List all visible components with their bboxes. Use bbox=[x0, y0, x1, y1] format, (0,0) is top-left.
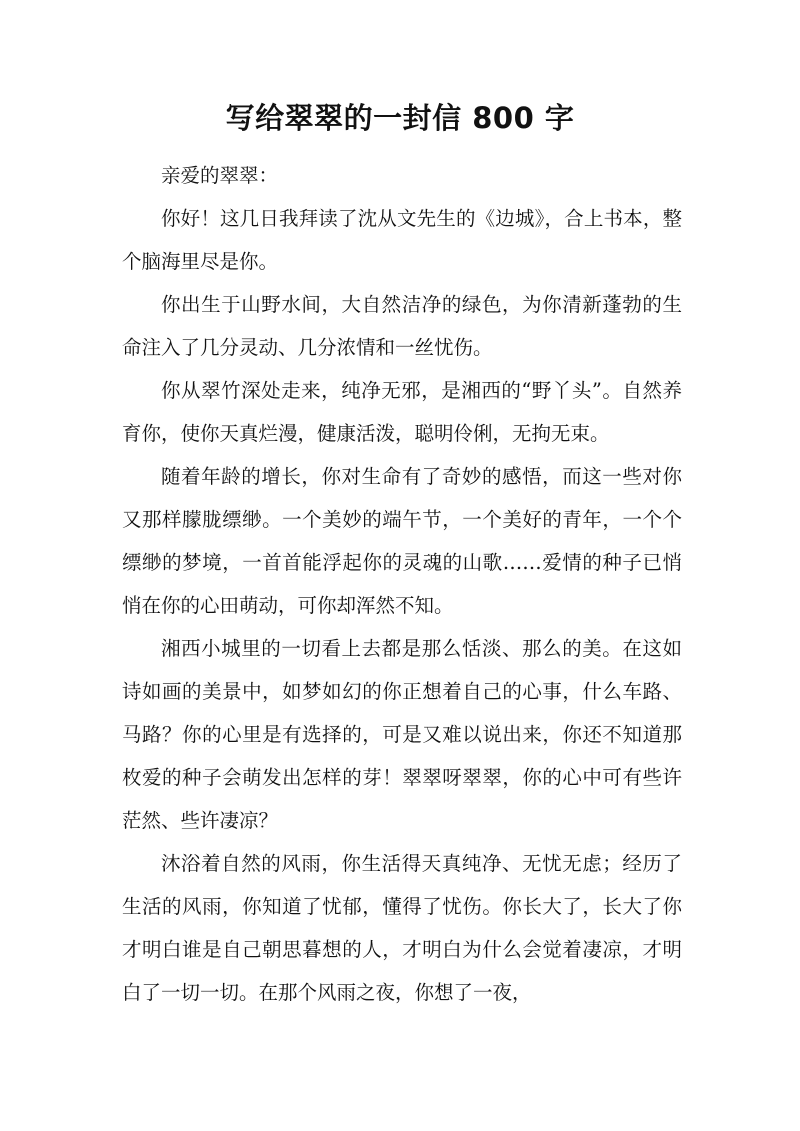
letter-salutation: 亲爱的翠翠： bbox=[161, 164, 279, 187]
paragraph: 湘西小城里的一切看上去都是那么恬淡、那么的美。在这如诗如画的美景中，如梦如幻的你正想着自己的心事，什么车路、马路？你的心里是有选择的，可是又难以说出来，你还不知道那枚爱的种子会萌发出怎样的芽！翠翠呀翠翠，你的心中可有些许茫然、些许凄凉？ bbox=[122, 637, 682, 832]
paragraph: 你好！这几日我拜读了沈从文先生的《边城》，合上书本，整个脑海里尽是你。 bbox=[122, 207, 682, 273]
page-title: 写给翠翠的一封信 800 字 bbox=[225, 101, 575, 135]
paragraph: 你出生于山野水间，大自然洁净的绿色，为你清新蓬勃的生命注入了几分灵动、几分浓情和一丝忧伤。 bbox=[122, 293, 682, 359]
paragraph: 沐浴着自然的风雨，你生活得天真纯净、无忧无虑；经历了生活的风雨，你知道了忧郁，懂得了忧伤。你长大了，长大了你才明白谁是自己朝思暮想的人，才明白为什么会觉着凄凉，才明白了一切一切。在那个风雨之夜，你想了一夜， bbox=[122, 852, 682, 1004]
paragraph: 你从翠竹深处走来，纯净无邪，是湘西的“野丫头”。自然养育你，使你天真烂漫，健康活泼，聪明伶俐，无拘无束。 bbox=[122, 379, 682, 445]
letter-body bbox=[122, 154, 682, 1014]
paragraph: 随着年龄的增长，你对生命有了奇妙的感悟，而这一些对你又那样朦胧缥缈。一个美妙的端午节，一个美好的青年，一个个缥缈的梦境，一首首能浮起你的灵魂的山歌……爱情的种子已悄悄在你的心田萌动，可你却浑然不知。 bbox=[122, 465, 682, 617]
